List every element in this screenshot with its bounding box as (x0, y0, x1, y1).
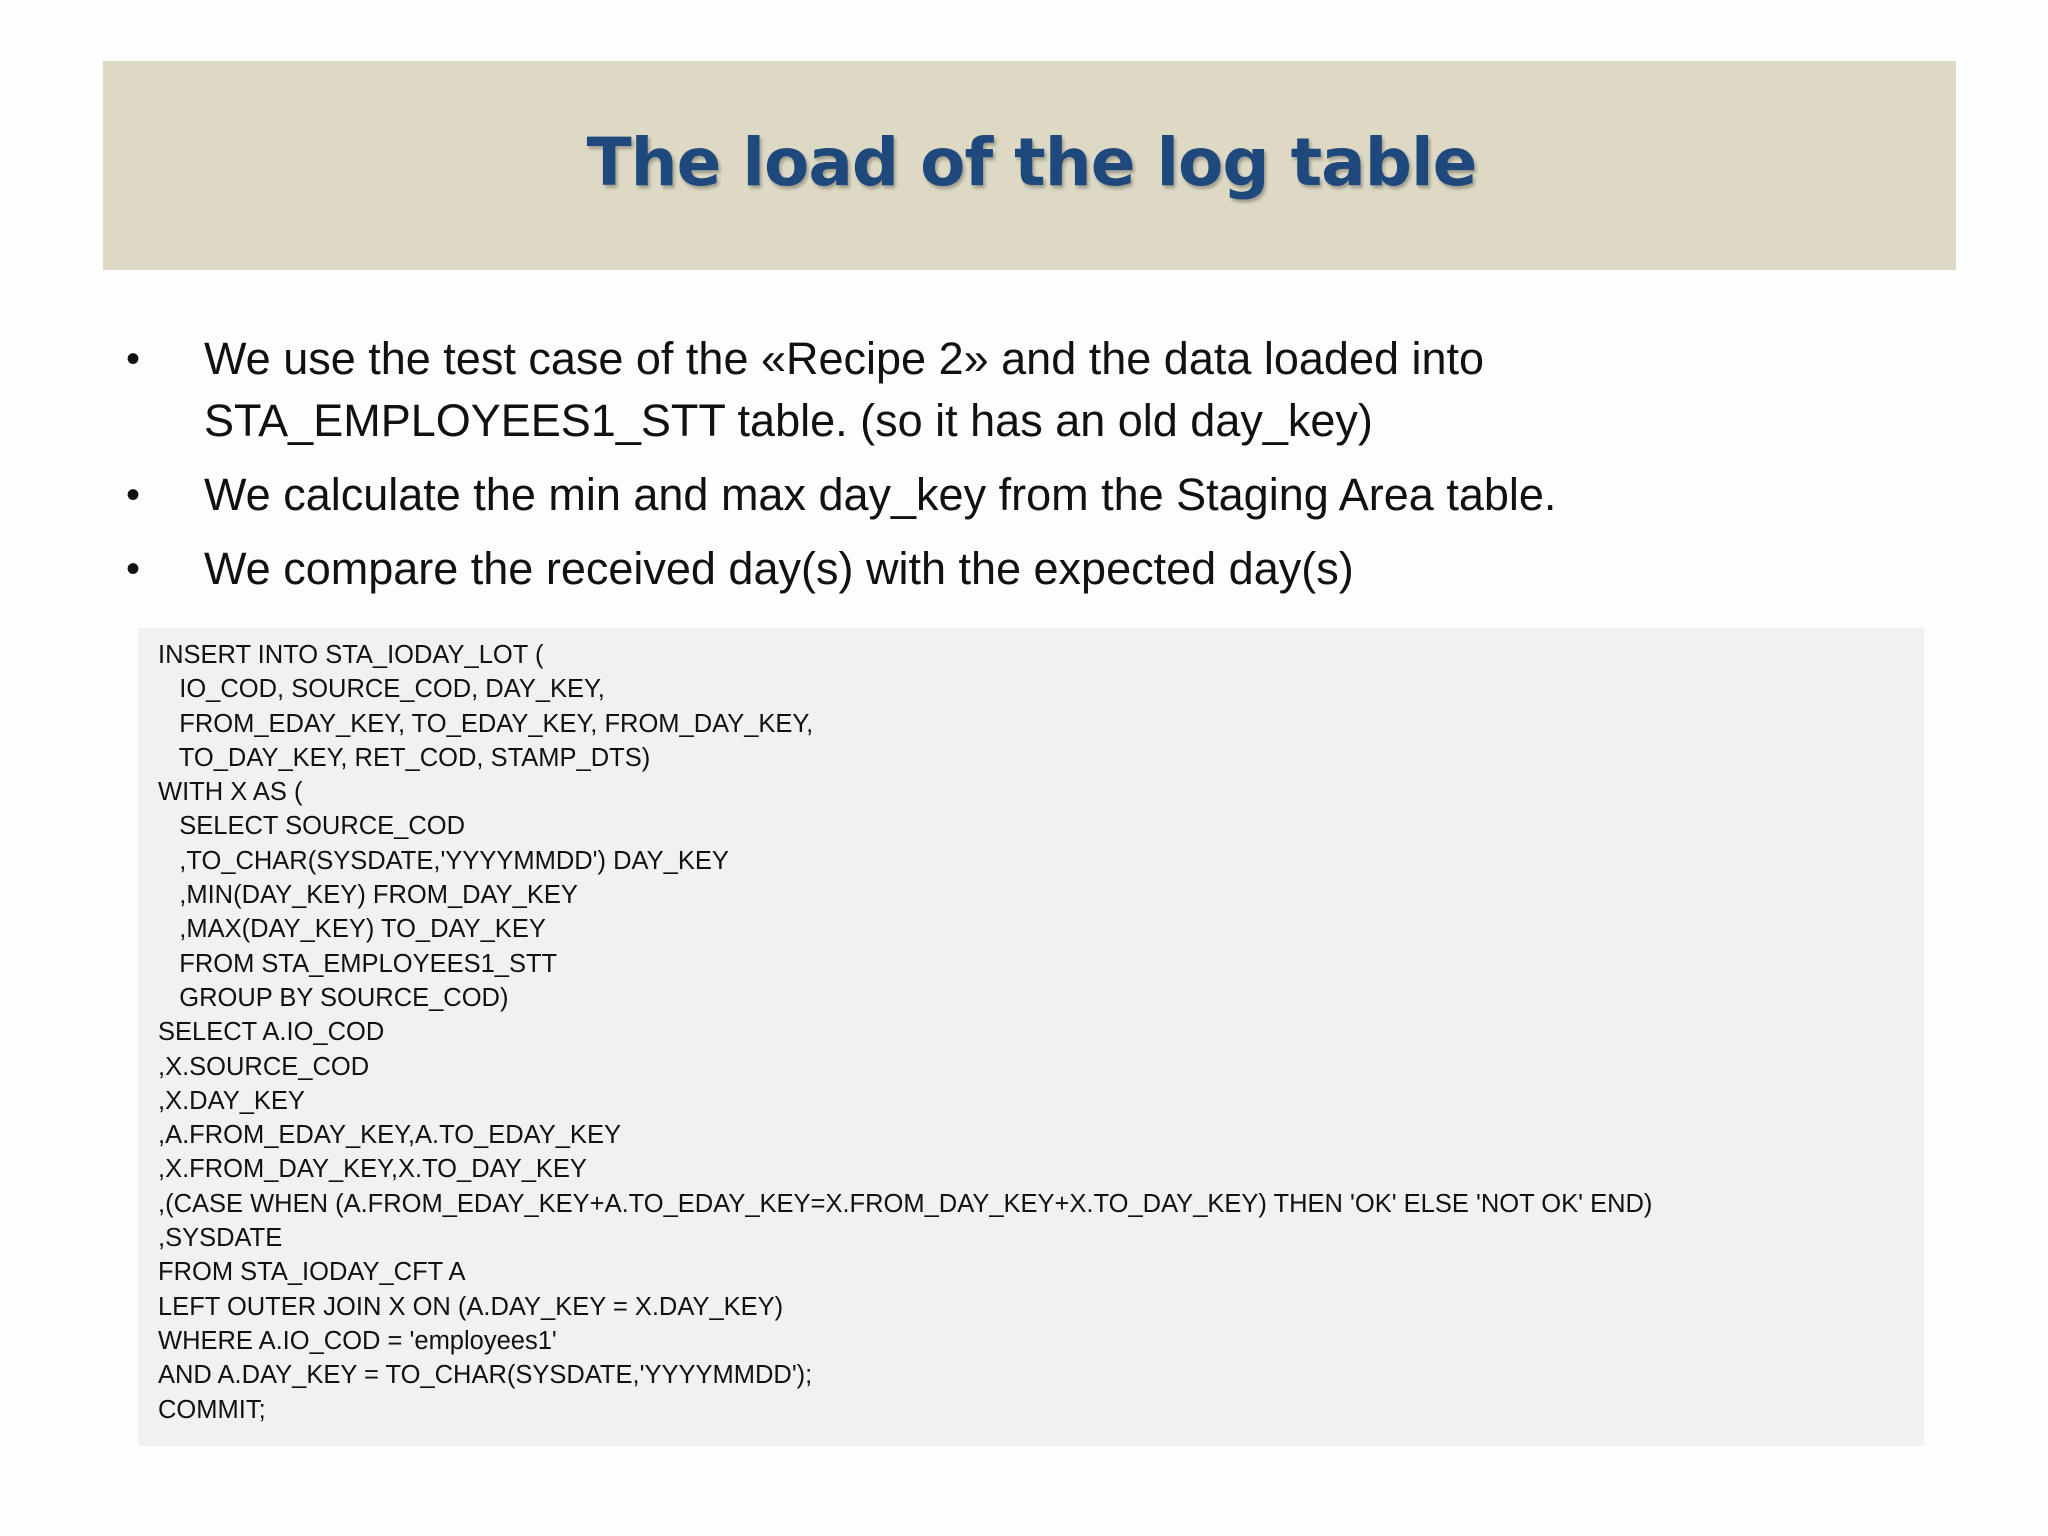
bullet-text (204, 464, 1920, 526)
code-line: ,MIN(DAY_KEY) FROM_DAY_KEY (158, 881, 578, 910)
title-band (103, 61, 1956, 270)
code-line: IO_COD, SOURCE_COD, DAY_KEY, (158, 675, 605, 704)
code-line: FROM STA_IODAY_CFT A (158, 1258, 466, 1287)
code-line: WITH X AS ( (158, 778, 303, 807)
code-line: TO_DAY_KEY, RET_COD, STAMP_DTS) (158, 743, 651, 772)
code-line: ,X.SOURCE_COD (158, 1052, 370, 1081)
bullet-item (120, 328, 1920, 452)
slide-title: The load of the log table (586, 124, 1477, 201)
code-line: LEFT OUTER JOIN X ON (A.DAY_KEY = X.DAY_KEY) (158, 1292, 784, 1321)
bullet-list (120, 328, 1920, 612)
bullet-marker: • (126, 473, 141, 517)
code-line: SELECT A.IO_COD (158, 1018, 385, 1047)
code-line: SELECT SOURCE_COD (158, 812, 466, 841)
code-line: WHERE A.IO_COD = 'employees1' (158, 1326, 557, 1355)
code-line: ,X.FROM_DAY_KEY,X.TO_DAY_KEY (158, 1155, 587, 1184)
bullet-marker: • (126, 547, 141, 591)
bullet-line: We calculate the min and max day_key from the Staging Area table. (204, 469, 1557, 520)
code-line: ,(CASE WHEN (A.FROM_EDAY_KEY+A.TO_EDAY_KEY=X.FROM_DAY_KEY+X.TO_DAY_KEY) THEN 'OK' ELSE 'NOT OK' END) (158, 1189, 1653, 1218)
code-line: ,MAX(DAY_KEY) TO_DAY_KEY (158, 915, 546, 944)
code-line: COMMIT; (158, 1395, 266, 1424)
bullet-line: We use the test case of the «Recipe 2» and the data loaded into (204, 333, 1485, 384)
code-line: GROUP BY SOURCE_COD) (158, 983, 509, 1012)
bullet-line: STA_EMPLOYEES1_STT table. (so it has an old day_key) (204, 395, 1373, 446)
code-line: ,X.DAY_KEY (158, 1086, 305, 1115)
bullet-line: We compare the received day(s) with the expected day(s) (204, 543, 1354, 594)
code-line: AND A.DAY_KEY = TO_CHAR(SYSDATE,'YYYYMMDD'); (158, 1361, 813, 1390)
sql-code-block (138, 628, 1924, 1446)
code-line: FROM STA_EMPLOYEES1_STT (158, 949, 558, 978)
code-line: FROM_EDAY_KEY, TO_EDAY_KEY, FROM_DAY_KEY, (158, 709, 814, 738)
code-line: ,A.FROM_EDAY_KEY,A.TO_EDAY_KEY (158, 1121, 621, 1150)
code-line: ,SYSDATE (158, 1224, 283, 1253)
bullet-item (120, 464, 1920, 526)
bullet-marker: • (126, 337, 141, 381)
bullet-item (120, 538, 1920, 600)
code-line: ,TO_CHAR(SYSDATE,'YYYYMMDD') DAY_KEY (158, 846, 729, 875)
code-line: INSERT INTO STA_IODAY_LOT ( (158, 641, 544, 669)
bullet-text (204, 538, 1920, 600)
bullet-text (204, 328, 1920, 452)
